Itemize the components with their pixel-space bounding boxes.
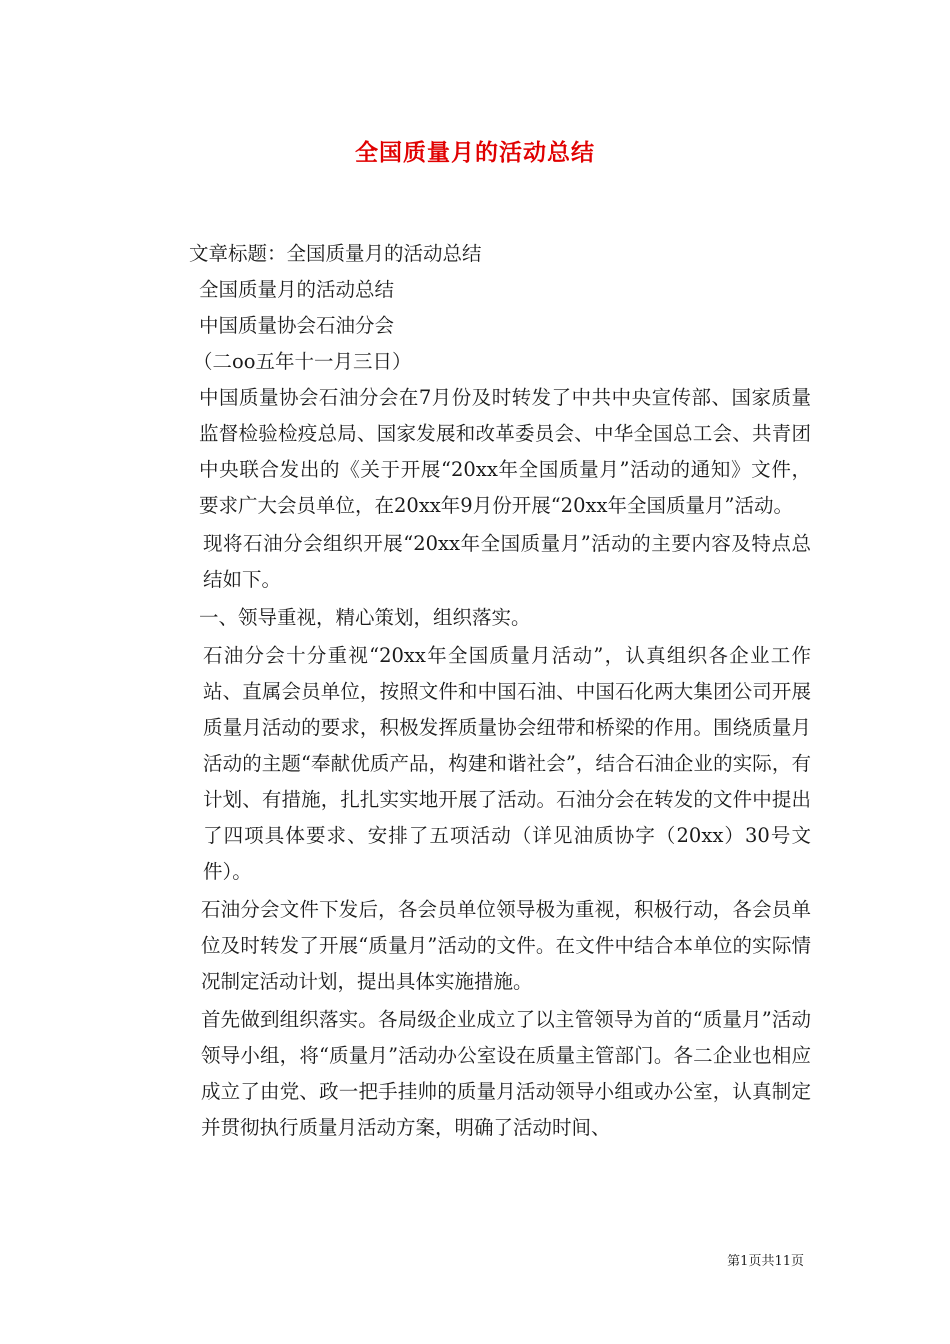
document-heading: 全国质量月的活动总结 [199,278,395,301]
paragraph: 现将石油分会组织开展“20xx年全国质量月”活动的主要内容及特点总结如下。 [203,532,811,591]
date-line: （二oo五年十一月三日） [193,350,412,373]
paragraph: 首先做到组织落实。各局级企业成立了以主管领导为首的“质量月”活动领导小组，将“质量月”活动办公室设在质量主管部门。各二企业也相应成立了由党、政一把手挂帅的质量月活动领导小组或办公室，认真制定并贯彻执行质量月活动方案，明确了活动时间、 [201,1008,811,1139]
document-body [143,236,811,1146]
author-line: 中国质量协会石油分会 [199,314,395,337]
paragraph: 石油分会十分重视“20xx年全国质量月活动”，认真组织各企业工作站、直属会员单位，按照文件和中国石油、中国石化两大集团公司开展质量月活动的要求，积极发挥质量协会纽带和桥梁的作用。围绕质量月活动的主题“奉献优质产品，构建和谐社会”，结合石油企业的实际，有计划、有措施，扎扎实实地开展了活动。石油分会在转发的文件中提出了四项具体要求、安排了五项活动（详见油质协字（20xx）30号文件）。 [203,644,811,883]
paragraph: 中国质量协会石油分会在7月份及时转发了中共中央宣传部、国家质量监督检验检疫总局、国家发展和改革委员会、中华全国总工会、共青团中央联合发出的《关于开展“20xx年全国质量月”活动的通知》文件，要求广大会员单位，在20xx年9月份开展“20xx年全国质量月”活动。 [199,386,811,517]
page-number-text: 第1页共11页 [727,1254,804,1269]
section-heading: 一、领导重视，精心策划，组织落实。 [199,606,531,629]
article-title-line: 文章标题：全国质量月的活动总结 [189,242,482,265]
paragraph: 石油分会文件下发后，各会员单位领导极为重视，积极行动，各会员单位及时转发了开展“质量月”活动的文件。在文件中结合本单位的实际情况制定活动计划，提出具体实施措施。 [201,898,811,993]
page-title: 全国质量月的活动总结 [355,139,595,166]
